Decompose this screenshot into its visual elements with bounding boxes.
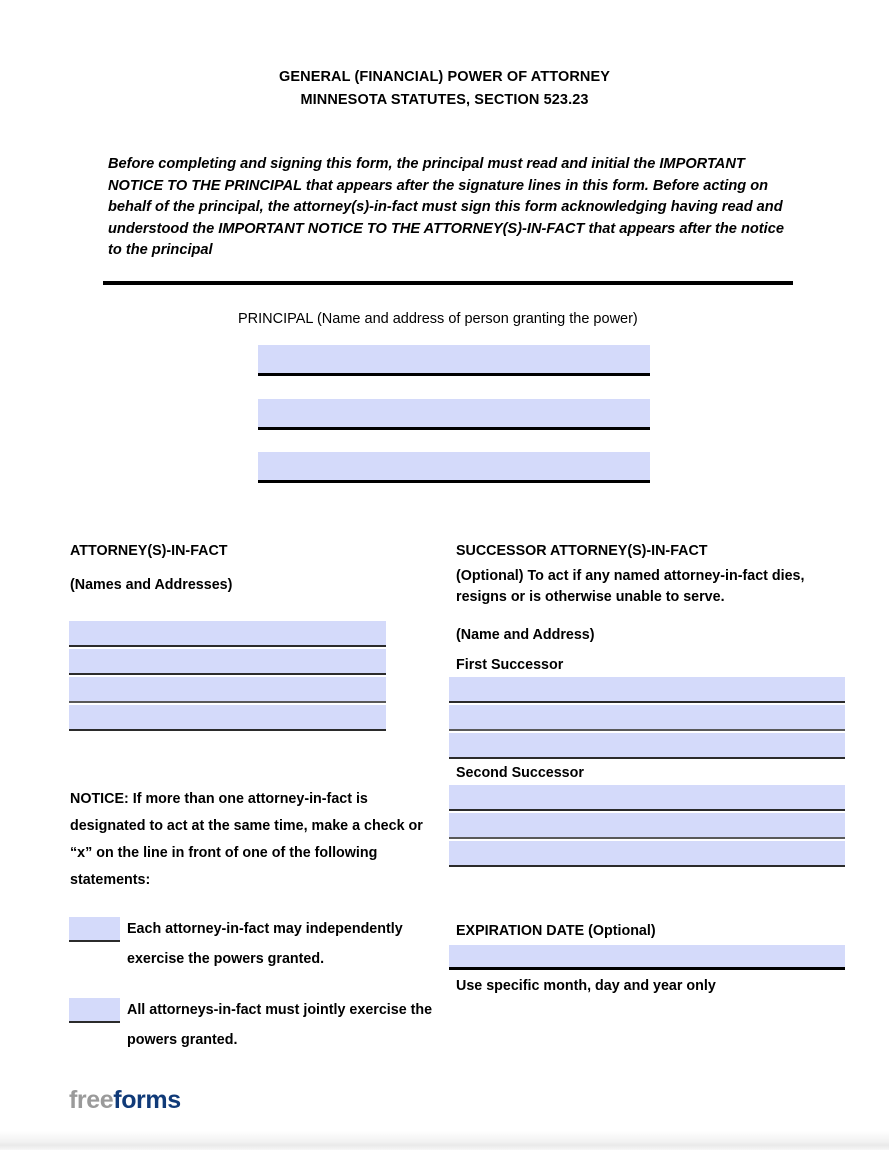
expiration-date-label: EXPIRATION DATE (Optional)	[456, 923, 656, 939]
option-jointly-label: All attorneys-in-fact must jointly exercise the powers granted.	[127, 1002, 433, 1048]
page-title	[0, 66, 889, 112]
title-line-2: MINNESOTA STATUTES, SECTION 523.23	[300, 92, 589, 108]
page-bottom-edge	[0, 1131, 889, 1150]
successor-description: (Optional) To act if any named attorney-in-fact dies, resigns or is otherwise unable to serve.	[456, 568, 805, 605]
expiration-date-field[interactable]	[449, 945, 845, 970]
successor-name-address-label: (Name and Address)	[456, 627, 595, 643]
attorneys-in-fact-subheading: (Names and Addresses)	[70, 577, 233, 593]
second-successor-label: Second Successor	[456, 765, 584, 781]
title-line-1: GENERAL (FINANCIAL) POWER OF ATTORNEY	[278, 69, 611, 85]
option-independent-label: Each attorney-in-fact may independently exercise the powers granted.	[127, 921, 403, 967]
first-successor-field-3[interactable]	[449, 733, 845, 759]
freeforms-logo	[69, 1086, 181, 1115]
first-successor-field-1[interactable]	[449, 677, 845, 703]
attorneys-notice-text: NOTICE: If more than one attorney-in-fact is designated to act at the same time, make a check or “x” on the line in front of one of the following statements:	[70, 791, 423, 888]
principal-label: PRINCIPAL (Name and address of person granting the power)	[238, 311, 638, 327]
second-successor-field-3[interactable]	[449, 841, 845, 867]
principal-field-3[interactable]	[258, 452, 650, 483]
principal-field-2[interactable]	[258, 399, 650, 430]
logo-text-free: free	[69, 1086, 114, 1114]
intro-paragraph: Before completing and signing this form, the principal must read and initial the IMPORTANT NOTICE TO THE PRINCIPAL that appears after the signature lines in this form. Before acting on behalf of the principal, the attorney(s)-in-fact must sign this form acknowledging having read and understood the IMPORTANT NOTICE TO THE ATTORNEY(S)-IN-FACT that appears after the notice to the principal	[108, 156, 784, 259]
section-divider	[103, 281, 793, 285]
successor-heading: SUCCESSOR ATTORNEY(S)-IN-FACT	[456, 543, 708, 559]
attorney-field-4[interactable]	[69, 705, 386, 731]
attorney-field-1[interactable]	[69, 621, 386, 647]
attorneys-in-fact-heading: ATTORNEY(S)-IN-FACT	[70, 543, 228, 559]
expiration-date-hint: Use specific month, day and year only	[456, 978, 716, 994]
option-jointly-checkbox[interactable]	[69, 998, 120, 1023]
first-successor-field-2[interactable]	[449, 705, 845, 731]
second-successor-field-2[interactable]	[449, 813, 845, 839]
second-successor-field-1[interactable]	[449, 785, 845, 811]
attorney-field-2[interactable]	[69, 649, 386, 675]
logo-text-forms: forms	[113, 1086, 181, 1114]
attorney-field-3[interactable]	[69, 677, 386, 703]
first-successor-label: First Successor	[456, 657, 564, 673]
principal-field-1[interactable]	[258, 345, 650, 376]
option-independent-checkbox[interactable]	[69, 917, 120, 942]
